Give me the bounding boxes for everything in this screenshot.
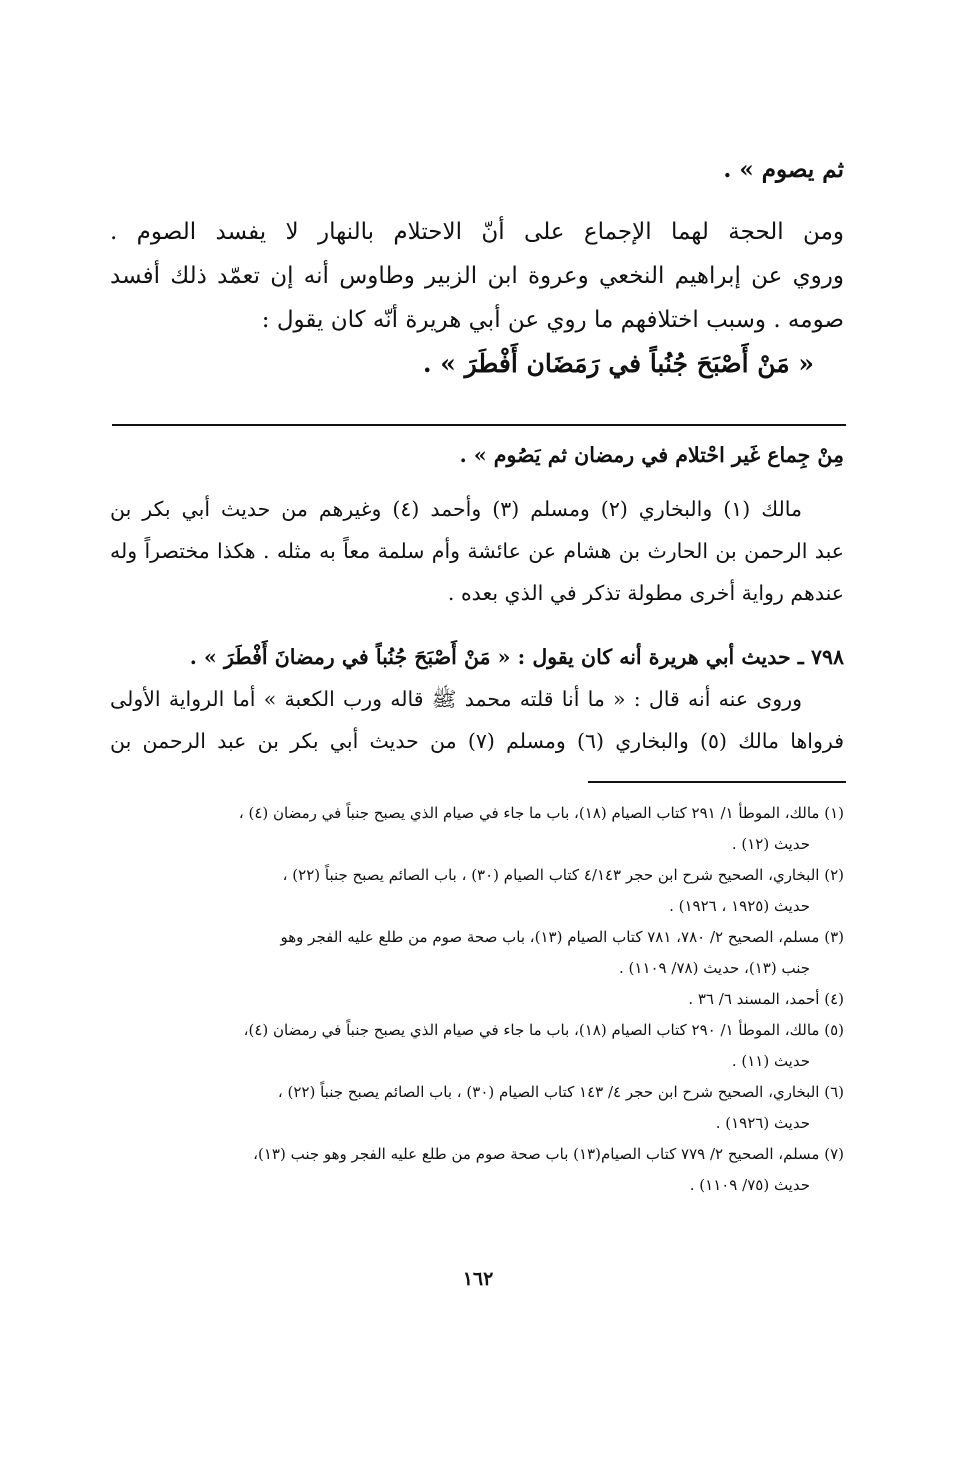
hadith-heading: ٧٩٨ ـ حديث أبي هريرة أنه كان يقول : « مَنْ أَصْبَحَ جُنُباً في رمضانَ أَفْطَرَ » . [189,645,844,669]
upper-line-1: ومن الحجة لهما الإجماع على أنّ الاحتلام بالنهار لا يفسد الصوم . [110,219,844,245]
footnote-line: حديث (١٩٢٥ ، ١٩٢٦) . [669,897,810,915]
source-line-1: مالك (١) والبخاري (٢) ومسلم (٣) وأحمد (٤) وغيرهم من حديث أبي بكر بن [110,497,802,521]
footnote-line: (٧) مسلم، الصحيح ٢/ ٧٧٩ كتاب الصيام(١٣) باب صحة صوم من طلع عليه الفجر وهو جنب (١٣)، [253,1145,844,1163]
upper-paragraph [110,210,844,386]
upper-line-2: وروي عن إبراهيم النخعي وعروة ابن الزبير وطاوس أنه إن تعمّد ذلك أفسد [110,263,844,289]
footnote-line: حديث (٧٥/ ١١٠٩) . [689,1176,810,1194]
footnote-7 [110,1139,844,1201]
footnotes [110,798,844,1201]
footnote-line: حديث (١٢) . [731,835,810,853]
upper-section [110,148,844,192]
middle-section [110,434,844,476]
upper-line-3: صومه . وسبب اختلافهم ما روي عن أبي هريرة أنّه كان يقول : [261,307,844,333]
quoted-hadith: « مَنْ أَصْبَحَ جُنُباً في رَمَضَان أَفْطَرَ » . [422,349,814,378]
hadith-line-2: فرواها مالك (٥) والبخاري (٦) ومسلم (٧) من حديث أبي بكر بن عبد الرحمن بن [110,729,844,753]
footnote-line: (٤) أحمد، المسند ٦/ ٣٦ . [688,990,844,1008]
footnote-line: (٦) البخاري، الصحيح شرح ابن حجر ٤/ ١٤٣ كتاب الصيام (٣٠) ، باب الصائم يصبح جنباً (٢٢) ، [277,1083,844,1101]
footnote-line: (٥) مالك، الموطأ ١/ ٢٩٠ كتاب الصيام (١٨)، باب ما جاء في صيام الذي يصبح جنباً في رمضان (٤)، [243,1021,844,1039]
source-line-3: عندهم رواية أخرى مطولة تذكر في الذي بعده . [447,581,844,605]
footnote-line: جنب (١٣)، حديث (٧٨/ ١١٠٩) . [619,959,810,977]
footnote-1 [110,798,844,860]
source-paragraph [110,488,844,614]
footnote-2 [110,860,844,922]
hadith-line-1: وروى عنه أنه قال : « ما أنا قلته محمد ﷺ قاله ورب الكعبة » أما الرواية الأولى [110,687,802,711]
footnote-3 [110,922,844,984]
hadith-entry [110,636,844,762]
heading-tail: مِنْ جِماع غَير احْتلام في رمضان ثم يَصُوم » . [459,443,844,467]
page-number: ١٦٢ [462,1268,494,1290]
footnote-divider [588,781,846,783]
footnote-line: حديث (١٩٢٦) . [715,1114,810,1132]
footnote-line: حديث (١١) . [731,1052,810,1070]
source-line-2: عبد الرحمن بن الحارث بن هشام عن عائشة وأم سلمة معاً به مثله . هكذا مختصراً وله [110,539,844,563]
footnote-6 [110,1077,844,1139]
continuation-line: ثم يصوم » . [723,156,844,183]
footnote-line: (٣) مسلم، الصحيح ٢/ ٧٨٠، ٧٨١ كتاب الصيام (١٣)، باب صحة صوم من طلع عليه الفجر وهو [280,928,844,946]
footnote-5 [110,1015,844,1077]
footnote-line: (٢) البخاري، الصحيح شرح ابن حجر ٤/١٤٣ كتاب الصيام (٣٠) ، باب الصائم يصبح جنباً (٢٢) ، [282,866,844,884]
footnote-line: (١) مالك، الموطأ ١/ ٢٩١ كتاب الصيام (١٨)، باب ما جاء في صيام الذي يصبح جنباً في رمضان (٤) ، [238,804,844,822]
footnote-4 [110,984,844,1015]
section-divider [112,424,846,426]
